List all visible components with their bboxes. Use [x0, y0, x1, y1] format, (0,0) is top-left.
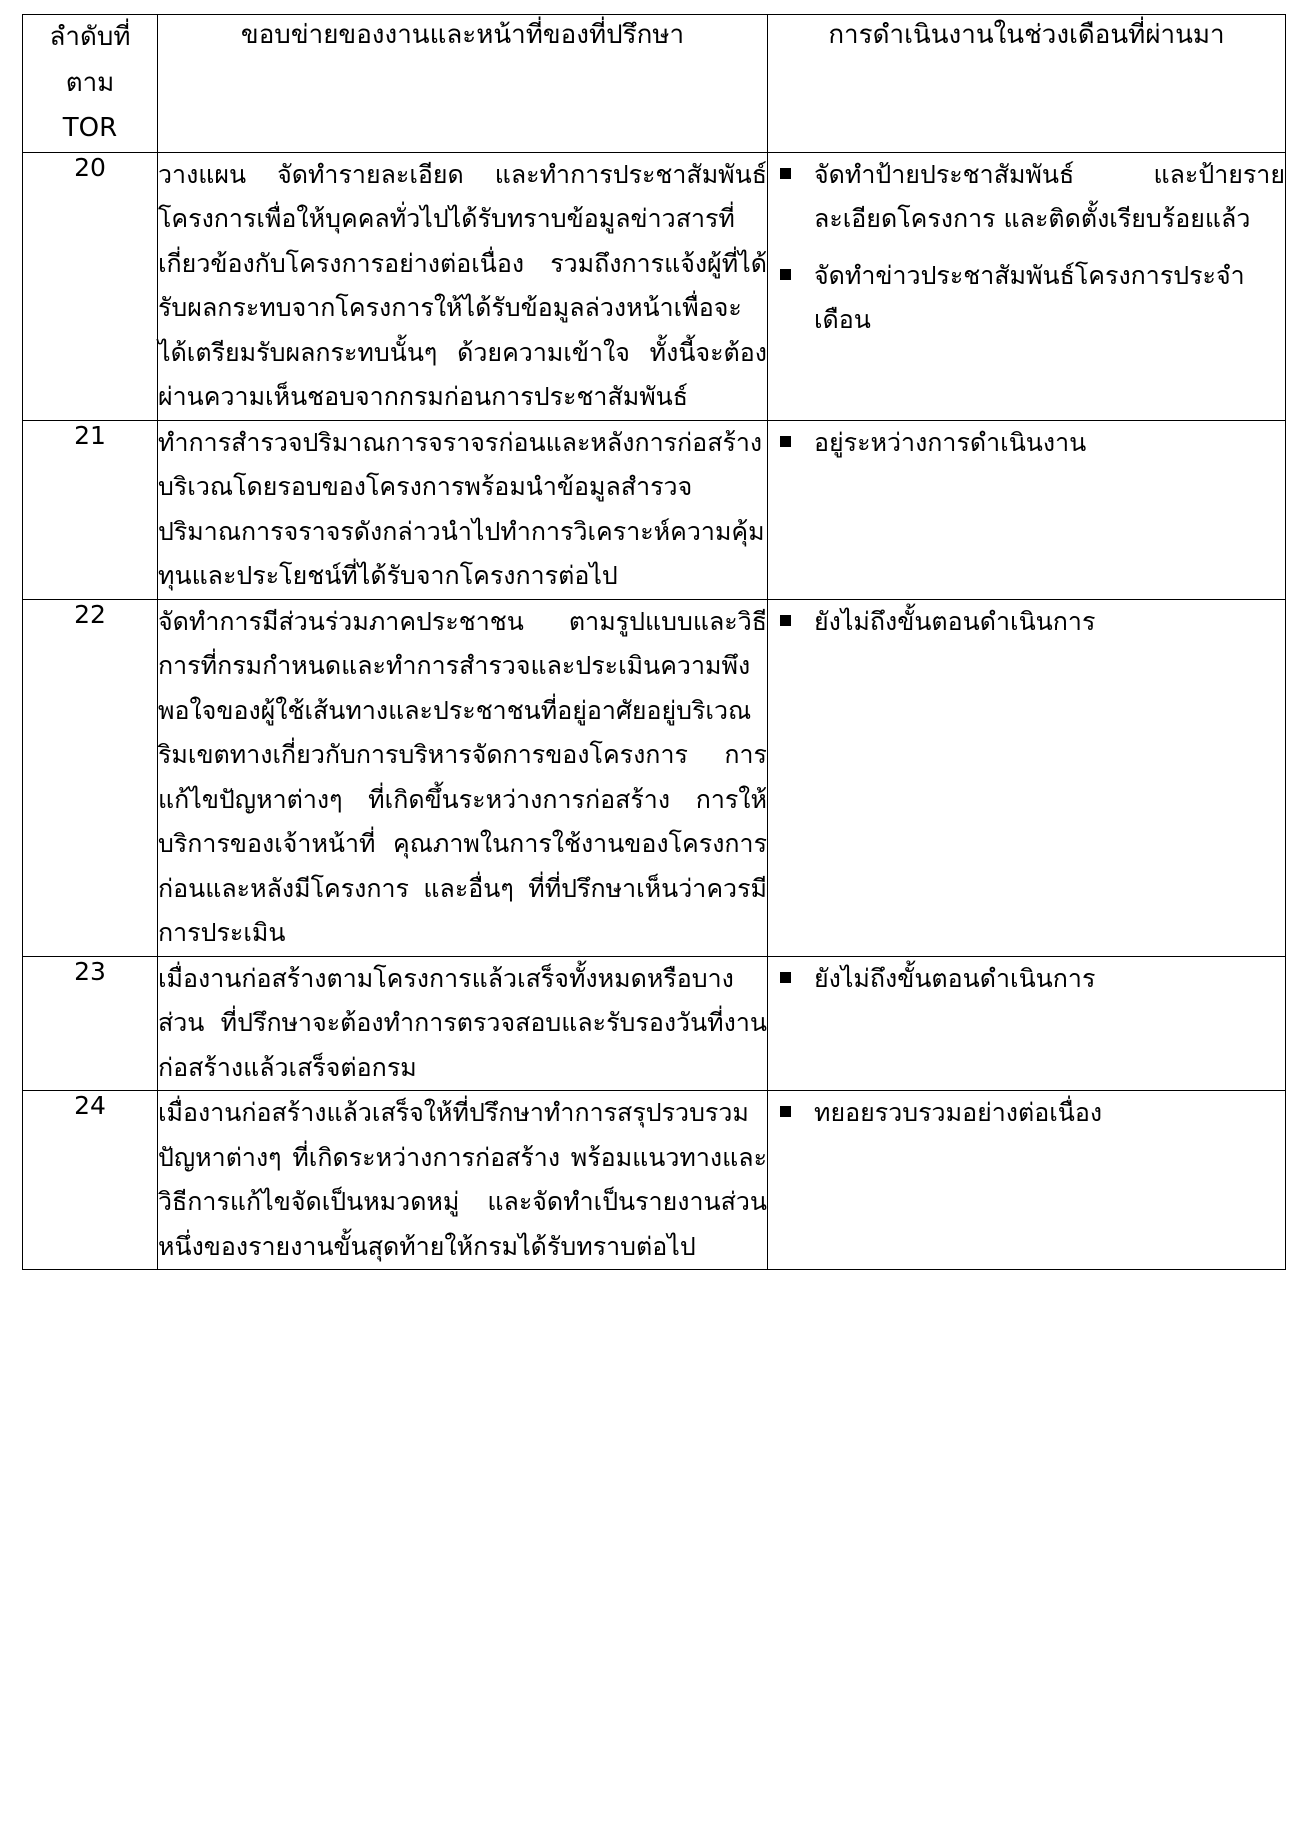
cell-tor-no: 22 [23, 599, 158, 956]
scope-text: เมื่องานก่อสร้างตามโครงการแล้วเสร็จทั้งหมดหรือบางส่วน ที่ปรึกษาจะต้องทำการตรวจสอบและรับรองวันที่งานก่อสร้างแล้วเสร็จต่อกรม [158, 963, 767, 1082]
column-header-tor-no-line3: TOR [62, 113, 118, 143]
column-header-tor-no [23, 15, 158, 153]
table-body [23, 152, 1286, 1270]
cell-scope [158, 420, 768, 599]
square-bullet-icon [780, 436, 791, 447]
list-item-text: ยังไม่ถึงขั้นตอนดำเนินการ [814, 606, 1096, 636]
list-item-text: จัดทำป้ายประชาสัมพันธ์ และป้ายรายละเอียดโครงการ และติดตั้งเรียบร้อยแล้ว [814, 159, 1285, 233]
column-header-tor-no-line1: ลำดับที่ [49, 22, 131, 52]
square-bullet-icon [780, 168, 791, 179]
scope-text: จัดทำการมีส่วนร่วมภาคประชาชน ตามรูปแบบและวิธีการที่กรมกำหนดและทำการสำรวจและประเมินความพึงพอใจของผู้ใช้เส้นทางและประชาชนที่อยู่อาศัยอยู่บริเวณริมเขตทางเกี่ยวกับการบริหารจัดการของโครงการ การแก้ไขปัญหาต่างๆ ที่เกิดขึ้นระหว่างการก่อสร้าง การให้บริการของเจ้าหน้าที่ คุณภาพในการใช้งานของโครงการก่อนและหลังมีโครงการ และอื่นๆ ที่ที่ปรึกษาเห็นว่าควรมีการประเมิน [158, 606, 767, 947]
table-row [23, 599, 1286, 956]
list-item [768, 1091, 1285, 1136]
tor-responsibilities-table [22, 14, 1286, 1270]
progress-list [768, 600, 1285, 645]
list-item-text: ยังไม่ถึงขั้นตอนดำเนินการ [814, 963, 1096, 993]
list-item-text: จัดทำข่าวประชาสัมพันธ์โครงการประจำเดือน [814, 260, 1245, 334]
progress-list [768, 153, 1285, 343]
scope-text: วางแผน จัดทำรายละเอียด และทำการประชาสัมพันธ์โครงการเพื่อให้บุคคลทั่วไปได้รับทราบข้อมูลข่าวสารที่เกี่ยวข้องกับโครงการอย่างต่อเนื่อง รวมถึงการแจ้งผู้ที่ได้รับผลกระทบจากโครงการให้ได้รับข้อมูลล่วงหน้าเพื่อจะได้เตรียมรับผลกระทบนั้นๆ ด้วยความเข้าใจ ทั้งนี้จะต้องผ่านความเห็นชอบจากกรมก่อนการประชาสัมพันธ์ [158, 159, 767, 411]
square-bullet-icon [780, 1106, 791, 1117]
cell-scope [158, 599, 768, 956]
list-item-text: ทยอยรวบรวมอย่างต่อเนื่อง [814, 1098, 1103, 1127]
column-header-progress-label: การดำเนินงานในช่วงเดือนที่ผ่านมา [828, 20, 1225, 50]
cell-tor-no: 20 [23, 152, 158, 420]
table-header-row [23, 15, 1286, 153]
square-bullet-icon [780, 972, 791, 983]
cell-progress [768, 152, 1286, 420]
column-header-progress [768, 15, 1286, 153]
cell-tor-no: 24 [23, 1091, 158, 1270]
list-item [768, 254, 1285, 343]
table-row [23, 152, 1286, 420]
list-item-text: อยู่ระหว่างการดำเนินงาน [814, 427, 1087, 457]
progress-list [768, 1091, 1285, 1136]
progress-list [768, 957, 1285, 1002]
cell-progress [768, 420, 1286, 599]
cell-progress [768, 599, 1286, 956]
column-header-scope-label: ขอบข่ายของงานและหน้าที่ของที่ปรึกษา [240, 20, 685, 50]
list-item [768, 421, 1285, 466]
table-row [23, 420, 1286, 599]
cell-tor-no: 23 [23, 956, 158, 1091]
cell-scope [158, 1091, 768, 1270]
table-row [23, 956, 1286, 1091]
cell-progress [768, 956, 1286, 1091]
table-header [23, 15, 1286, 153]
table-row [23, 1091, 1286, 1270]
cell-tor-no: 21 [23, 420, 158, 599]
list-item [768, 600, 1285, 645]
list-item [768, 153, 1285, 242]
square-bullet-icon [780, 269, 791, 280]
scope-text: ทำการสำรวจปริมาณการจราจรก่อนและหลังการก่อสร้างบริเวณโดยรอบของโครงการพร้อมนำข้อมูลสำรวจปริมาณการจราจรดังกล่าวนำไปทำการวิเคราะห์ความคุ้มทุนและประโยชน์ที่ได้รับจากโครงการต่อไป [158, 427, 765, 590]
list-item [768, 957, 1285, 1002]
column-header-scope [158, 15, 768, 153]
progress-list [768, 421, 1285, 466]
cell-scope [158, 956, 768, 1091]
column-header-tor-no-line2: ตาม [65, 67, 115, 98]
cell-progress [768, 1091, 1286, 1270]
scope-text: เมื่องานก่อสร้างแล้วเสร็จให้ที่ปรึกษาทำการสรุปรวบรวมปัญหาต่างๆ ที่เกิดระหว่างการก่อสร้าง พร้อมแนวทางและวิธีการแก้ไขจัดเป็นหมวดหมู่ และจัดทำเป็นรายงานส่วนหนึ่งของรายงานขั้นสุดท้ายให้กรมได้รับทราบต่อไป [158, 1098, 767, 1261]
cell-scope [158, 152, 768, 420]
square-bullet-icon [780, 615, 791, 626]
